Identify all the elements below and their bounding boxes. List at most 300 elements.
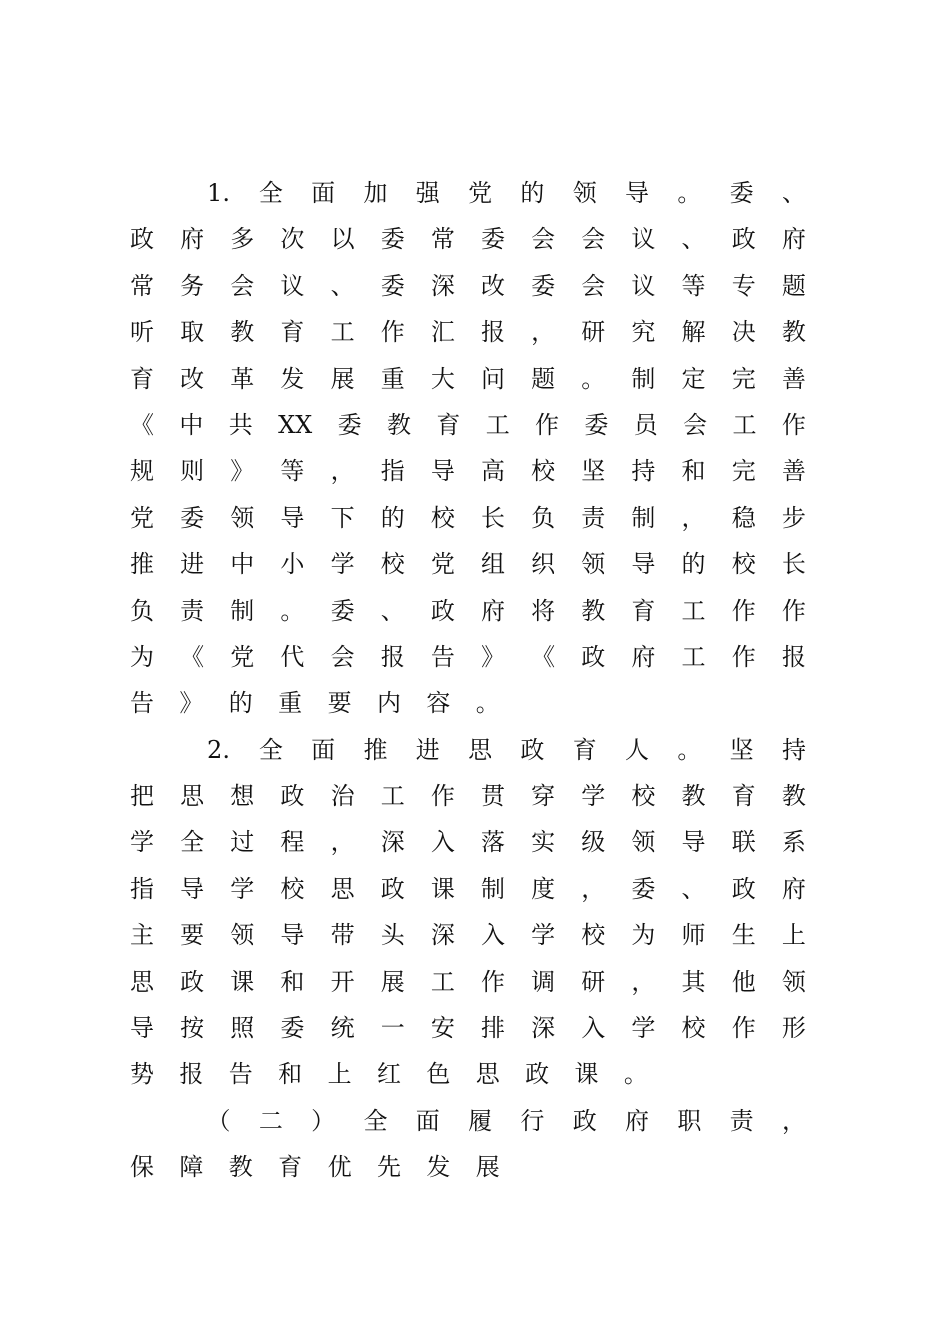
text-line: [130, 773, 806, 819]
text-char: 将: [531, 596, 556, 625]
text-char: 议: [631, 271, 656, 300]
text-char: 强: [415, 179, 440, 207]
text-char: 落: [480, 828, 505, 857]
text-char: 校: [681, 1014, 706, 1043]
text-char: 》: [480, 642, 505, 671]
text-char: 加: [363, 179, 388, 207]
text-char: 1.: [207, 179, 230, 207]
text-char: 坚: [581, 457, 606, 486]
text-char: 形: [781, 1014, 806, 1043]
text-char: 人: [625, 735, 649, 764]
text-char: 进: [180, 550, 205, 579]
text-char: 学: [230, 874, 255, 903]
text-char: 常: [430, 225, 455, 254]
text-char: 工: [681, 642, 706, 671]
text-char: 他: [731, 967, 756, 996]
text-char: 汇: [430, 318, 455, 347]
text-char: 的: [228, 689, 253, 718]
text-char: 校: [531, 457, 556, 486]
text-char: 按: [180, 1014, 205, 1043]
text-char: 为: [631, 921, 656, 950]
text-char: 保: [130, 1153, 154, 1182]
text-char: 高: [480, 457, 505, 486]
text-char: 育: [436, 410, 461, 439]
text-char: 障: [179, 1153, 204, 1182]
text-char: 政: [731, 225, 756, 254]
text-char: 》: [179, 689, 204, 718]
text-char: 、: [781, 179, 806, 207]
text-char: 头: [380, 921, 405, 950]
text-char: 全: [363, 1106, 388, 1135]
text-char: 学: [330, 550, 355, 579]
text-line: [130, 1005, 806, 1051]
text-char: 展: [330, 364, 355, 393]
text-char: 的: [681, 550, 706, 579]
text-char: 委: [180, 503, 205, 532]
text-char: 党: [130, 503, 154, 532]
text-char: 领: [230, 503, 255, 532]
text-line: [130, 680, 806, 726]
text-char: 。: [581, 364, 606, 393]
text-char: 会: [531, 225, 556, 254]
text-char: 全: [258, 179, 283, 207]
text-char: 系: [781, 828, 806, 857]
text-char: 责: [180, 596, 205, 625]
text-char: 先: [376, 1153, 401, 1182]
text-line: [130, 448, 806, 494]
text-char: 联: [731, 828, 756, 857]
text-char: 定: [681, 364, 706, 393]
text-char: ，: [631, 967, 656, 996]
text-char: 展: [475, 1153, 500, 1182]
text-line: [130, 959, 806, 1005]
text-line: [130, 495, 806, 541]
text-char: 展: [380, 967, 405, 996]
text-char: 以: [330, 225, 355, 254]
text-char: 校: [280, 874, 305, 903]
text-char: 推: [363, 735, 388, 764]
text-char: 作: [731, 642, 756, 671]
text-char: 调: [531, 967, 556, 996]
text-char: 思: [180, 782, 205, 811]
text-char: 作: [781, 410, 806, 439]
text-char: 告: [228, 1060, 253, 1089]
text-char: 府: [480, 596, 505, 625]
text-char: 持: [781, 735, 806, 764]
text-char: 委: [729, 179, 754, 207]
text-char: 步: [781, 503, 806, 532]
text-char: ）: [311, 1106, 336, 1135]
text-char: 思: [130, 967, 154, 996]
text-char: 思: [475, 1060, 500, 1089]
text-char: 发: [426, 1153, 451, 1182]
text-char: 决: [731, 318, 756, 347]
text-char: 大: [430, 364, 455, 393]
text-char: ，: [781, 1106, 806, 1135]
text-char: 会: [230, 271, 255, 300]
text-char: 势: [130, 1060, 154, 1089]
text-char: 要: [327, 689, 352, 718]
text-char: 《: [531, 642, 556, 671]
text-char: 委: [480, 225, 505, 254]
text-char: 议: [631, 225, 656, 254]
body-text: [130, 170, 806, 1191]
text-char: 报: [380, 642, 405, 671]
text-char: 面: [311, 179, 336, 207]
text-char: 责: [729, 1106, 754, 1135]
text-char: XX: [278, 410, 313, 439]
text-char: 履: [468, 1106, 493, 1135]
text-char: 中: [230, 550, 255, 579]
text-char: 。: [475, 689, 500, 718]
text-char: 工: [732, 410, 757, 439]
text-char: 党: [430, 550, 455, 579]
text-char: 照: [230, 1014, 255, 1043]
text-char: 取: [180, 318, 205, 347]
text-char: 《: [130, 410, 154, 439]
text-line: [130, 912, 806, 958]
text-char: 导: [180, 874, 205, 903]
text-char: 育: [631, 596, 656, 625]
text-char: 改: [480, 271, 505, 300]
text-char: 导: [681, 828, 706, 857]
text-char: 问: [480, 364, 505, 393]
text-char: 稳: [731, 503, 756, 532]
text-line: [130, 356, 806, 402]
text-char: 政: [572, 1106, 597, 1135]
text-char: 排: [480, 1014, 505, 1043]
text-char: 会: [330, 642, 355, 671]
text-char: 想: [230, 782, 255, 811]
text-char: 告: [430, 642, 455, 671]
text-char: 究: [631, 318, 656, 347]
text-char: 委: [631, 874, 656, 903]
text-char: 入: [581, 1014, 606, 1043]
text-char: 和: [278, 1060, 303, 1089]
text-char: 组: [480, 550, 505, 579]
text-char: 作: [781, 596, 806, 625]
text-char: 委: [380, 225, 405, 254]
text-char: 织: [531, 550, 556, 579]
text-char: 》: [230, 457, 255, 486]
text-char: 作: [380, 318, 405, 347]
text-char: 导: [430, 457, 455, 486]
text-char: 领: [230, 921, 255, 950]
text-char: 革: [230, 364, 255, 393]
text-char: 议: [280, 271, 305, 300]
text-char: 容: [426, 689, 451, 718]
text-char: 导: [130, 1014, 154, 1043]
text-char: 会: [683, 410, 708, 439]
text-line: [130, 170, 806, 216]
text-char: 工: [485, 410, 510, 439]
text-char: 穿: [531, 782, 556, 811]
text-char: 生: [731, 921, 756, 950]
text-char: 深: [430, 921, 455, 950]
text-char: 教: [228, 1153, 253, 1182]
text-char: 小: [280, 550, 305, 579]
text-char: 府: [631, 642, 656, 671]
text-char: 。: [677, 179, 702, 207]
text-char: 校: [380, 550, 405, 579]
text-char: 深: [380, 828, 405, 857]
text-char: 课: [430, 874, 455, 903]
text-char: 、: [380, 596, 405, 625]
text-char: 导: [631, 550, 656, 579]
text-line: [130, 866, 806, 912]
text-char: 优: [327, 1153, 352, 1182]
text-char: 深: [531, 1014, 556, 1043]
text-char: 指: [130, 874, 154, 903]
text-char: 长: [480, 503, 505, 532]
text-char: 研: [581, 318, 606, 347]
text-char: 、: [681, 874, 706, 903]
text-char: 推: [130, 550, 154, 579]
text-char: 行: [520, 1106, 545, 1135]
text-char: 制: [631, 364, 656, 393]
text-char: 政: [520, 735, 545, 764]
text-char: 面: [415, 1106, 440, 1135]
text-char: 过: [230, 828, 255, 857]
text-char: 全: [180, 828, 205, 857]
text-char: 多: [230, 225, 255, 254]
text-char: 实: [531, 828, 556, 857]
text-char: 作: [535, 410, 560, 439]
text-char: 会: [581, 225, 606, 254]
text-char: 政: [130, 225, 154, 254]
text-char: 深: [430, 271, 455, 300]
text-char: 政: [280, 782, 305, 811]
text-char: 负: [531, 503, 556, 532]
text-char: 要: [180, 921, 205, 950]
text-char: 校: [581, 921, 606, 950]
text-char: 度: [531, 874, 556, 903]
text-char: 导: [280, 921, 305, 950]
text-char: 教: [230, 318, 255, 347]
text-char: 政: [731, 874, 756, 903]
text-char: 育: [572, 735, 597, 764]
text-char: 报: [480, 318, 505, 347]
text-char: 告: [130, 689, 154, 718]
text-char: 作: [731, 596, 756, 625]
text-char: 育: [731, 782, 756, 811]
text-char: 委: [380, 271, 405, 300]
text-line: [130, 309, 806, 355]
text-char: 师: [681, 921, 706, 950]
text-char: ，: [330, 828, 355, 857]
text-char: 负: [130, 596, 154, 625]
text-char: 责: [581, 503, 606, 532]
text-char: 规: [130, 457, 154, 486]
text-char: 委: [531, 271, 556, 300]
text-char: 重: [278, 689, 303, 718]
text-char: 校: [731, 550, 756, 579]
text-char: 导: [280, 503, 305, 532]
text-char: 主: [130, 921, 154, 950]
text-char: 题: [531, 364, 556, 393]
text-char: 作: [430, 782, 455, 811]
text-char: 研: [581, 967, 606, 996]
text-char: 学: [631, 1014, 656, 1043]
text-char: 工: [681, 596, 706, 625]
text-char: 常: [130, 271, 154, 300]
text-char: 作: [731, 1014, 756, 1043]
text-char: ，: [531, 318, 556, 347]
text-char: 委: [337, 410, 362, 439]
text-char: 政: [581, 642, 606, 671]
text-char: 的: [520, 179, 545, 207]
text-char: 。: [280, 596, 305, 625]
text-char: （: [206, 1106, 231, 1135]
text-char: 府: [781, 225, 806, 254]
text-char: 等: [280, 457, 305, 486]
text-char: ，: [330, 457, 355, 486]
text-char: 学: [531, 921, 556, 950]
text-char: 《: [180, 642, 205, 671]
text-char: 员: [633, 410, 658, 439]
text-char: 报: [781, 642, 806, 671]
text-line: [130, 402, 806, 448]
text-char: ，: [581, 874, 606, 903]
text-char: 入: [480, 921, 505, 950]
text-line: [130, 263, 806, 309]
text-line: [130, 216, 806, 262]
text-char: 重: [380, 364, 405, 393]
text-line: [130, 541, 806, 587]
text-char: 教: [781, 782, 806, 811]
text-char: 教: [681, 782, 706, 811]
text-char: 面: [311, 735, 336, 764]
text-line: [130, 1144, 806, 1190]
text-char: 课: [230, 967, 255, 996]
text-char: 校: [631, 782, 656, 811]
text-char: 红: [376, 1060, 401, 1089]
text-char: 内: [376, 689, 401, 718]
text-char: 制: [230, 596, 255, 625]
text-char: 职: [677, 1106, 702, 1135]
text-char: 进: [415, 735, 440, 764]
text-char: 上: [781, 921, 806, 950]
text-char: 持: [631, 457, 656, 486]
text-char: 开: [330, 967, 355, 996]
text-char: 次: [280, 225, 305, 254]
text-char: 府: [180, 225, 205, 254]
text-char: 为: [130, 642, 154, 671]
text-char: 善: [781, 457, 806, 486]
text-char: 党: [230, 642, 255, 671]
text-char: 学: [130, 828, 154, 857]
text-char: ，: [681, 503, 706, 532]
text-char: 政: [430, 596, 455, 625]
text-char: 委: [330, 596, 355, 625]
text-char: 入: [430, 828, 455, 857]
text-line: [130, 588, 806, 634]
text-char: 指: [380, 457, 405, 486]
text-char: 中: [179, 410, 204, 439]
text-char: 思: [330, 874, 355, 903]
text-char: 工: [380, 782, 405, 811]
text-char: 上: [327, 1060, 352, 1089]
text-char: 贯: [480, 782, 505, 811]
text-char: 育: [130, 364, 154, 393]
text-char: 、: [330, 271, 355, 300]
text-char: 其: [681, 967, 706, 996]
text-char: 。: [677, 735, 702, 764]
text-char: 善: [781, 364, 806, 393]
text-char: 教: [581, 596, 606, 625]
text-char: 的: [380, 503, 405, 532]
text-char: 共: [228, 410, 253, 439]
text-char: 级: [581, 828, 606, 857]
text-char: 党: [468, 179, 493, 207]
text-line: [130, 1098, 806, 1144]
text-char: 把: [130, 782, 154, 811]
text-char: 二: [258, 1106, 283, 1135]
text-char: 2.: [207, 735, 230, 764]
text-char: 制: [480, 874, 505, 903]
text-char: 。: [623, 1060, 648, 1089]
text-line: [130, 727, 806, 773]
text-char: 和: [681, 457, 706, 486]
text-char: 育: [278, 1153, 303, 1182]
text-char: 完: [731, 457, 756, 486]
text-char: 校: [430, 503, 455, 532]
text-char: 、: [681, 225, 706, 254]
text-line: [130, 1051, 806, 1097]
text-char: 作: [480, 967, 505, 996]
text-char: 则: [180, 457, 205, 486]
text-char: 带: [330, 921, 355, 950]
text-char: 下: [330, 503, 355, 532]
text-char: 全: [258, 735, 283, 764]
text-char: 学: [581, 782, 606, 811]
text-line: [130, 634, 806, 680]
text-char: 制: [631, 503, 656, 532]
text-char: 听: [130, 318, 154, 347]
text-char: 等: [681, 271, 706, 300]
text-char: 坚: [729, 735, 754, 764]
text-char: 导: [625, 179, 649, 207]
text-char: 专: [731, 271, 756, 300]
text-char: 发: [280, 364, 305, 393]
text-char: 长: [781, 550, 806, 579]
text-char: 领: [581, 550, 606, 579]
text-char: 代: [280, 642, 305, 671]
text-char: 思: [468, 735, 493, 764]
text-char: 工: [430, 967, 455, 996]
text-char: 和: [280, 967, 305, 996]
text-char: 报: [179, 1060, 204, 1089]
text-char: 完: [731, 364, 756, 393]
text-char: 安: [430, 1014, 455, 1043]
text-char: 委: [280, 1014, 305, 1043]
text-char: 治: [330, 782, 355, 811]
text-char: 委: [584, 410, 609, 439]
text-char: 教: [781, 318, 806, 347]
text-char: 育: [280, 318, 305, 347]
text-char: 一: [380, 1014, 405, 1043]
text-char: 改: [180, 364, 205, 393]
text-line: [130, 819, 806, 865]
text-char: 府: [781, 874, 806, 903]
text-char: 府: [625, 1106, 649, 1135]
text-char: 政: [380, 874, 405, 903]
text-char: 统: [330, 1014, 355, 1043]
text-char: 色: [426, 1060, 451, 1089]
text-char: 务: [180, 271, 205, 300]
text-char: 领: [631, 828, 656, 857]
text-char: 解: [681, 318, 706, 347]
